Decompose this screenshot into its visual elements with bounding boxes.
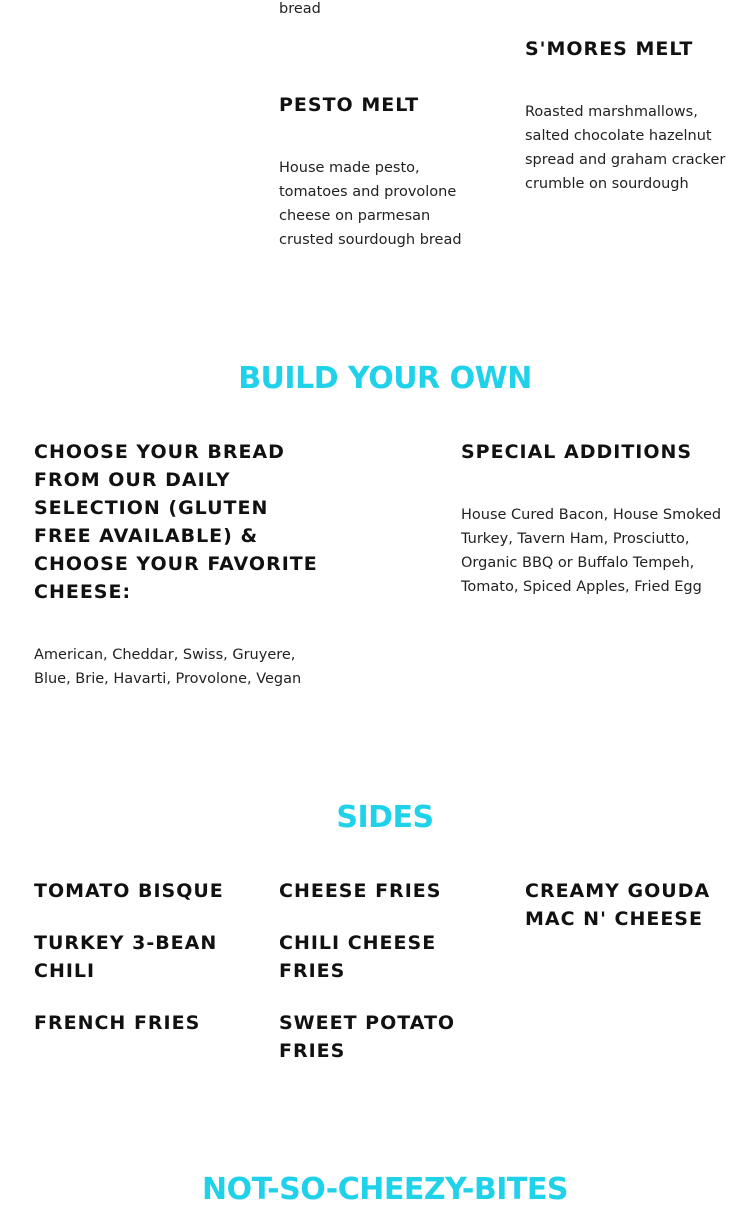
bread-text-fragment: bread bbox=[279, 1, 321, 17]
side-item-turkey-chili bbox=[34, 929, 254, 985]
desc-line: tomatoes and provolone bbox=[279, 184, 457, 200]
section-heading-build-your-own: BUILD YOUR OWN bbox=[238, 361, 532, 396]
desc-line: crumble on sourdough bbox=[525, 176, 689, 192]
side-item-chili-cheese-fries bbox=[279, 929, 499, 985]
item-description bbox=[525, 100, 740, 196]
title-line: MAC N' CHEESE bbox=[525, 908, 703, 930]
desc-line: House Cured Bacon, House Smoked bbox=[461, 507, 722, 523]
title-line: CREAMY GOUDA bbox=[525, 880, 711, 902]
side-item-gouda-mac bbox=[525, 877, 745, 933]
desc-line: crusted sourdough bread bbox=[279, 232, 462, 248]
desc-line: Organic BBQ or Buffalo Tempeh, bbox=[461, 555, 695, 571]
desc-line: House made pesto, bbox=[279, 160, 420, 176]
title-line: FROM OUR DAILY bbox=[34, 469, 231, 491]
title-line: TOMATO BISQUE bbox=[34, 880, 224, 902]
menu-item-special-additions bbox=[461, 438, 746, 599]
title-line: TURKEY 3-BEAN bbox=[34, 932, 218, 954]
title-line: CHOOSE YOUR FAVORITE bbox=[34, 553, 318, 575]
title-line: CHILI CHEESE bbox=[279, 932, 437, 954]
title-line: FREE AVAILABLE) & bbox=[34, 525, 259, 547]
title-line: SWEET POTATO bbox=[279, 1012, 456, 1034]
section-heading-sides: SIDES bbox=[336, 800, 434, 835]
title-line: FRENCH FRIES bbox=[34, 1012, 201, 1034]
desc-line: salted chocolate hazelnut bbox=[525, 128, 712, 144]
side-item-tomato-bisque bbox=[34, 877, 254, 905]
desc-line: Tomato, Spiced Apples, Fried Egg bbox=[461, 579, 702, 595]
item-description bbox=[461, 503, 746, 599]
side-item-cheese-fries bbox=[279, 877, 499, 905]
title-line: FRIES bbox=[279, 960, 346, 982]
desc-line: Blue, Brie, Havarti, Provolone, Vegan bbox=[34, 671, 302, 687]
side-item-french-fries bbox=[34, 1009, 254, 1037]
desc-line: cheese on parmesan bbox=[279, 208, 431, 224]
desc-line: Turkey, Tavern Ham, Prosciutto, bbox=[461, 531, 690, 547]
item-title: S'MORES MELT bbox=[525, 38, 694, 60]
title-line: CHOOSE YOUR BREAD bbox=[34, 441, 285, 463]
side-item-sweet-potato-fries bbox=[279, 1009, 499, 1065]
section-heading-bites: NOT-SO-CHEEZY-BITES bbox=[202, 1172, 568, 1207]
item-title bbox=[34, 438, 334, 606]
title-line: FRIES bbox=[279, 1040, 346, 1062]
menu-item-choose-bread bbox=[34, 438, 334, 691]
title-line: SELECTION (GLUTEN bbox=[34, 497, 269, 519]
item-title: PESTO MELT bbox=[279, 94, 420, 116]
desc-line: American, Cheddar, Swiss, Gruyere, bbox=[34, 647, 296, 663]
title-line: CHILI bbox=[34, 960, 96, 982]
item-description bbox=[279, 156, 479, 252]
item-title: SPECIAL ADDITIONS bbox=[461, 441, 693, 463]
desc-line: spread and graham cracker bbox=[525, 152, 726, 168]
item-description bbox=[34, 643, 334, 691]
menu-item-pesto-melt bbox=[279, 91, 479, 252]
menu-item-smores-melt bbox=[525, 35, 740, 196]
title-line: CHEESE FRIES bbox=[279, 880, 442, 902]
title-line: CHEESE: bbox=[34, 581, 132, 603]
desc-line: Roasted marshmallows, bbox=[525, 104, 698, 120]
